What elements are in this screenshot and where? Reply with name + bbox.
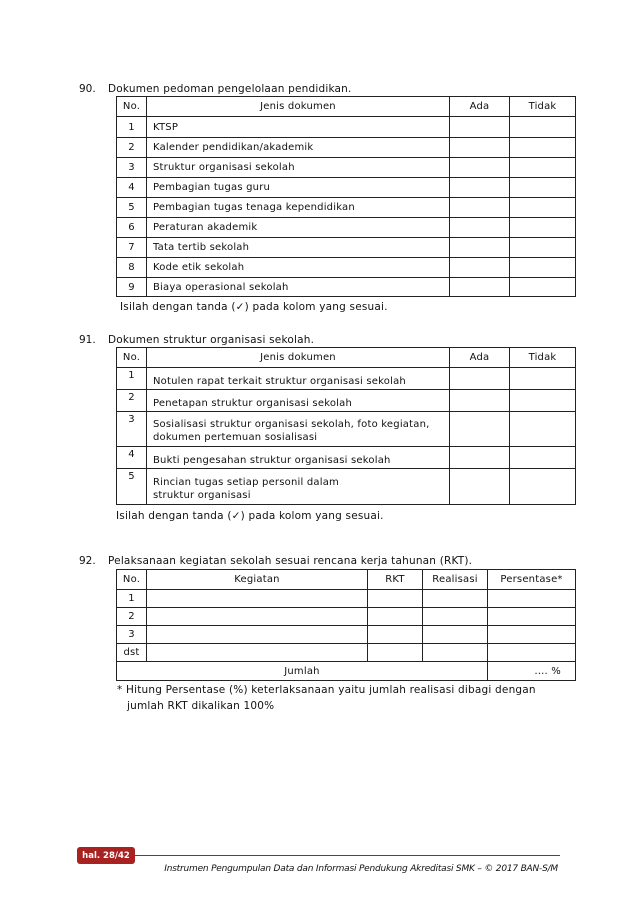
total-label: Jumlah <box>117 662 488 681</box>
row-no: 6 <box>117 218 147 238</box>
ada-cell[interactable] <box>450 117 510 138</box>
row-doc: Pembagian tugas tenaga kependidikan <box>147 198 450 218</box>
percentage-note: * Hitung Persentase (%) keterlaksanaan yaitu jumlah realisasi dibagi dengan <box>117 684 536 696</box>
ada-cell[interactable] <box>450 138 510 158</box>
tidak-cell[interactable] <box>510 238 576 258</box>
persentase-cell[interactable] <box>488 626 576 644</box>
rkt-cell[interactable] <box>368 644 423 662</box>
row-no: 2 <box>117 608 147 626</box>
ada-cell[interactable] <box>450 447 510 469</box>
tidak-cell[interactable] <box>510 117 576 138</box>
row-no: 9 <box>117 278 147 297</box>
row-doc: Tata tertib sekolah <box>147 238 450 258</box>
table-row <box>117 390 576 412</box>
row-no: 7 <box>117 238 147 258</box>
table-q90 <box>116 96 576 297</box>
footer-text: Instrumen Pengumpulan Data dan Informasi Pendukung Akreditasi SMK – © 2017 BAN-S/M <box>164 864 558 874</box>
ada-cell[interactable] <box>450 258 510 278</box>
ada-cell[interactable] <box>450 390 510 412</box>
ada-cell[interactable] <box>450 368 510 390</box>
ada-cell[interactable] <box>450 238 510 258</box>
table-row <box>117 117 576 138</box>
tidak-cell[interactable] <box>510 198 576 218</box>
row-doc: Penetapan struktur organisasi sekolah <box>147 390 450 412</box>
realisasi-cell[interactable] <box>423 590 488 608</box>
header-rkt: RKT <box>368 570 423 590</box>
header-ada: Ada <box>450 97 510 117</box>
total-row <box>117 662 576 681</box>
table-row <box>117 469 576 505</box>
header-no: No. <box>117 570 147 590</box>
table-row <box>117 138 576 158</box>
row-doc: KTSP <box>147 117 450 138</box>
table-q91 <box>116 347 576 505</box>
row-no: 4 <box>117 178 147 198</box>
instruction-note: Isilah dengan tanda (✓) pada kolom yang sesuai. <box>120 301 388 313</box>
header-doc: Jenis dokumen <box>147 348 450 368</box>
question-number: 91. <box>79 334 96 346</box>
table-row <box>117 238 576 258</box>
row-no: 2 <box>117 138 147 158</box>
row-no: 1 <box>117 368 147 390</box>
table-q92 <box>116 569 576 681</box>
table-row <box>117 626 576 644</box>
table-row <box>117 608 576 626</box>
row-doc: Notulen rapat terkait struktur organisasi sekolah <box>147 368 450 390</box>
question-title: Dokumen struktur organisasi sekolah. <box>108 334 315 346</box>
table-row <box>117 218 576 238</box>
ada-cell[interactable] <box>450 218 510 238</box>
row-doc: Sosialisasi struktur organisasi sekolah, foto kegiatan, dokumen pertemuan sosialisasi <box>147 412 450 447</box>
kegiatan-cell[interactable] <box>147 590 368 608</box>
row-no: 5 <box>117 469 147 505</box>
table-row <box>117 644 576 662</box>
tidak-cell[interactable] <box>510 278 576 297</box>
tidak-cell[interactable] <box>510 390 576 412</box>
row-no: 3 <box>117 158 147 178</box>
total-value: …. % <box>488 662 576 681</box>
header-tidak: Tidak <box>510 348 576 368</box>
header-persentase: Persentase* <box>488 570 576 590</box>
ada-cell[interactable] <box>450 278 510 297</box>
row-doc: Kalender pendidikan/akademik <box>147 138 450 158</box>
header-tidak: Tidak <box>510 97 576 117</box>
table-row <box>117 198 576 218</box>
row-doc: Rincian tugas setiap personil dalam struktur organisasi <box>147 469 450 505</box>
ada-cell[interactable] <box>450 158 510 178</box>
kegiatan-cell[interactable] <box>147 626 368 644</box>
row-doc: Pembagian tugas guru <box>147 178 450 198</box>
question-number: 90. <box>79 83 96 95</box>
kegiatan-cell[interactable] <box>147 644 368 662</box>
table-row <box>117 258 576 278</box>
table-row <box>117 447 576 469</box>
row-no: dst <box>117 644 147 662</box>
header-doc: Jenis dokumen <box>147 97 450 117</box>
tidak-cell[interactable] <box>510 158 576 178</box>
persentase-cell[interactable] <box>488 644 576 662</box>
table-header <box>117 97 576 117</box>
table-row <box>117 590 576 608</box>
instruction-note: Isilah dengan tanda (✓) pada kolom yang sesuai. <box>116 510 384 522</box>
ada-cell[interactable] <box>450 412 510 447</box>
ada-cell[interactable] <box>450 198 510 218</box>
kegiatan-cell[interactable] <box>147 608 368 626</box>
persentase-cell[interactable] <box>488 608 576 626</box>
ada-cell[interactable] <box>450 469 510 505</box>
header-no: No. <box>117 348 147 368</box>
footer-divider <box>135 855 560 856</box>
realisasi-cell[interactable] <box>423 626 488 644</box>
row-no: 5 <box>117 198 147 218</box>
row-no: 3 <box>117 626 147 644</box>
header-no: No. <box>117 97 147 117</box>
tidak-cell[interactable] <box>510 218 576 238</box>
percentage-note-cont: jumlah RKT dikalikan 100% <box>127 700 275 712</box>
tidak-cell[interactable] <box>510 178 576 198</box>
tidak-cell[interactable] <box>510 258 576 278</box>
row-doc: Biaya operasional sekolah <box>147 278 450 297</box>
ada-cell[interactable] <box>450 178 510 198</box>
table-header <box>117 348 576 368</box>
tidak-cell[interactable] <box>510 368 576 390</box>
tidak-cell[interactable] <box>510 138 576 158</box>
page-number-badge: hal. 28/42 <box>77 847 135 864</box>
rkt-cell[interactable] <box>368 626 423 644</box>
table-header <box>117 570 576 590</box>
header-kegiatan: Kegiatan <box>147 570 368 590</box>
tidak-cell[interactable] <box>510 412 576 447</box>
question-title: Pelaksanaan kegiatan sekolah sesuai rencana kerja tahunan (RKT). <box>108 555 473 567</box>
table-row <box>117 158 576 178</box>
row-doc: Struktur organisasi sekolah <box>147 158 450 178</box>
realisasi-cell[interactable] <box>423 608 488 626</box>
rkt-cell[interactable] <box>368 590 423 608</box>
row-no: 3 <box>117 412 147 447</box>
persentase-cell[interactable] <box>488 590 576 608</box>
rkt-cell[interactable] <box>368 608 423 626</box>
row-doc: Kode etik sekolah <box>147 258 450 278</box>
header-ada: Ada <box>450 348 510 368</box>
tidak-cell[interactable] <box>510 447 576 469</box>
realisasi-cell[interactable] <box>423 644 488 662</box>
row-doc: Peraturan akademik <box>147 218 450 238</box>
header-realisasi: Realisasi <box>423 570 488 590</box>
row-no: 4 <box>117 447 147 469</box>
tidak-cell[interactable] <box>510 469 576 505</box>
question-number: 92. <box>79 555 96 567</box>
table-row <box>117 368 576 390</box>
table-row <box>117 178 576 198</box>
row-no: 8 <box>117 258 147 278</box>
table-row <box>117 412 576 447</box>
question-title: Dokumen pedoman pengelolaan pendidikan. <box>108 83 352 95</box>
row-no: 1 <box>117 590 147 608</box>
row-no: 2 <box>117 390 147 412</box>
table-row <box>117 278 576 297</box>
row-no: 1 <box>117 117 147 138</box>
row-doc: Bukti pengesahan struktur organisasi sekolah <box>147 447 450 469</box>
